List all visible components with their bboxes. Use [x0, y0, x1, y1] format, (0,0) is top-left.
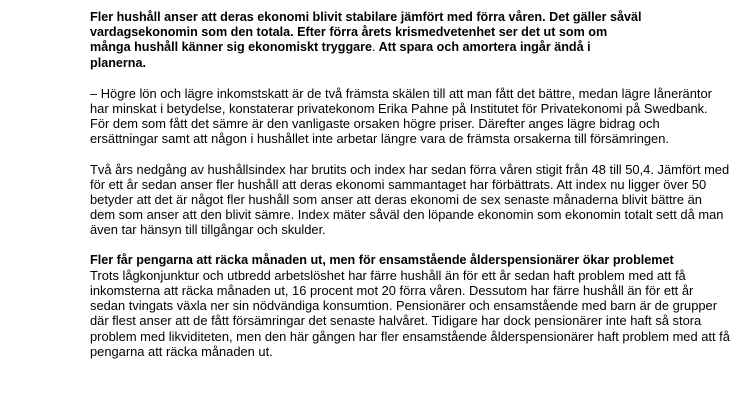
body-paragraph-1: – Högre lön och lägre inkomstskatt är de två främsta skälen till att man fått det bättre, medan lägre låneräntor har minskat i betydelse, konstaterar privatekonom Erika Pahne på Institutet för Privatekonomi på Swedbank. För dem som fått det sämre är den vanligaste orsaken högre priser. Därefter anges lägre bidrag och ersättningar samt att någon i hushållet inte arbetar längre vara de främsta orsakerna till försämringen. [90, 85, 712, 147]
body-paragraph-3: Trots lågkonjunktur och utbredd arbetslöshet har färre hushåll än för ett år sedan haft problem med att få inkomsterna att räcka månaden ut, 16 procent mot 20 förra våren. Dessutom har färre hushåll än för ett år sedan tvingats växla ner sin nödvändiga konsumtion. Pensionärer och ensamstående med barn är de grupper där flest anser att de fått försämringar det senaste halvåret. Tidigare har dock pensionärer inte haft så stora problem med likviditeten, men den här gången har fler ensamstående ålderspensionärer haft problem med att få pengarna att räcka månaden ut. [90, 267, 730, 359]
lead-paragraph [90, 10, 650, 71]
spacer [90, 147, 730, 162]
section-subheading: Fler får pengarna att räcka månaden ut, men för ensamstående ålderspensionärer ökar problemet [90, 252, 674, 267]
lead-period: . [372, 40, 376, 55]
spacer [90, 238, 730, 253]
article-body [90, 10, 730, 359]
lead-text-part2: Att spara och amortera ingår ändå i planerna. [90, 40, 591, 70]
lead-text-part1: Fler hushåll anser att deras ekonomi blivit stabilare jämfört med förra våren. Det gäller såväl vardagsekonomin som den totala. Efter förra årets krismedvetenhet ser det ut som om många hushåll känner sig ekonomiskt tryggare [90, 10, 642, 55]
spacer [90, 71, 730, 86]
body-paragraph-2: Två års nedgång av hushållsindex har brutits och index har sedan förra våren stigit från 48 till 50,4. Jämfört med för ett år sedan anser fler hushåll att deras ekonomi sammantaget har förbättrats. Att index nu ligger över 50 betyder att det är något fler hushåll som anser att deras ekonomi de sex senaste månaderna blivit bättre än dem som anser att den blivit sämre. Index mäter såväl den löpande ekonomin som ekonomin totalt sett då man även tar hänsyn till tillgångar och skulder. [90, 161, 730, 238]
